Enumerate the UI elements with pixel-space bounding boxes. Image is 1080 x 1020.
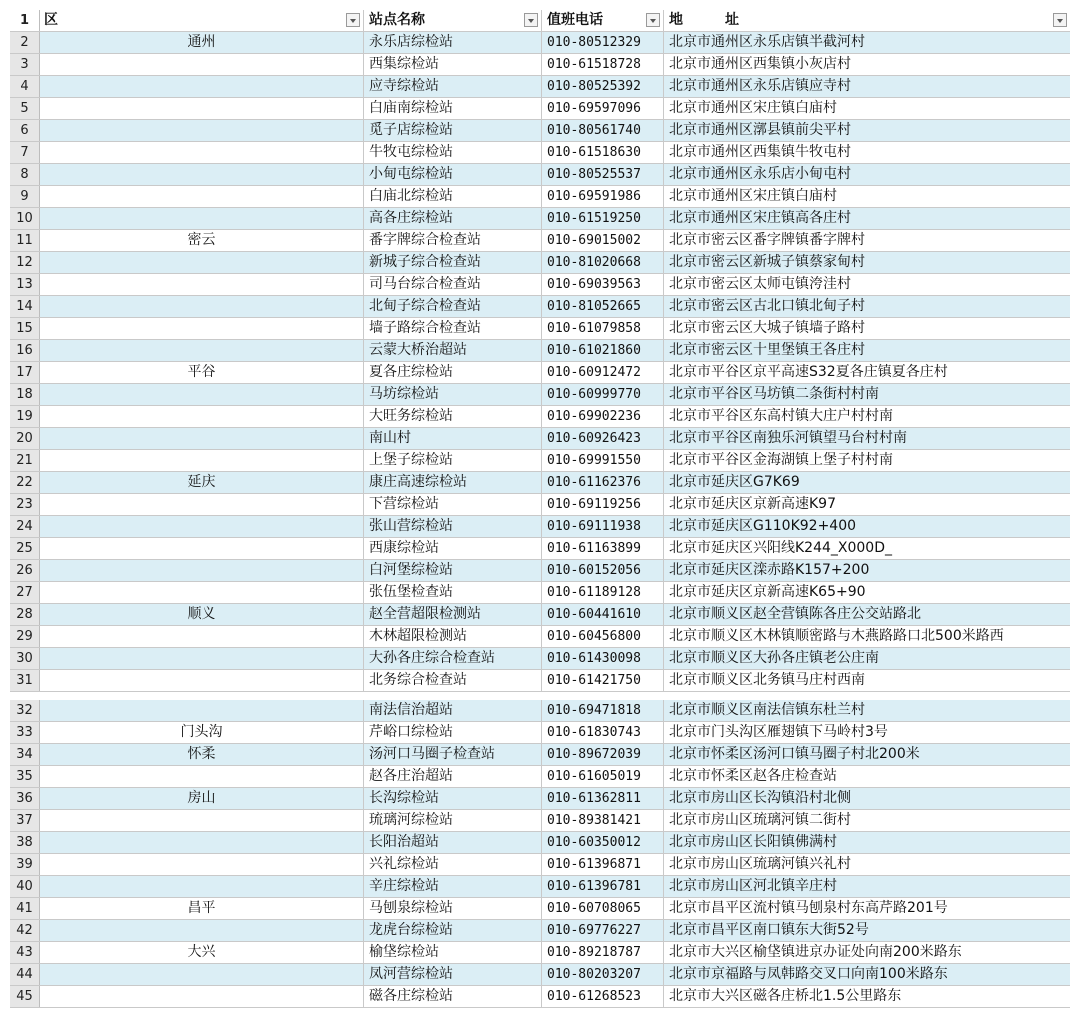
cell-address[interactable]: 北京市房山区琉璃河镇兴礼村 (669, 856, 851, 872)
cell-address[interactable]: 北京市延庆区滦赤路K157+200 (664, 560, 1070, 581)
row-number[interactable]: 40 (10, 876, 40, 897)
header-station-label: 站点名称 (369, 12, 425, 28)
cell-station[interactable]: 觅子店综检站 (364, 120, 542, 141)
cell-address[interactable]: 北京市房山区琉璃河镇二街村 (669, 812, 851, 828)
cell-district[interactable] (40, 186, 364, 207)
table-row (10, 516, 1070, 538)
cell-address[interactable]: 北京市通州区永乐店镇半截河村 (664, 32, 1070, 53)
cell-phone[interactable]: 010-60350012 (542, 832, 664, 853)
row-number[interactable]: 28 (10, 604, 40, 625)
row-number[interactable]: 30 (10, 648, 40, 669)
row-number[interactable]: 36 (10, 788, 40, 809)
cell-address[interactable]: 北京市昌平区流村镇马刨泉村东高芹路201号 (669, 900, 948, 916)
cell-station[interactable]: 番字牌综合检查站 (364, 230, 542, 251)
cell-district[interactable]: 昌平 (40, 898, 364, 919)
row-number[interactable]: 19 (10, 406, 40, 427)
table-row (10, 450, 1070, 472)
cell-district[interactable] (40, 76, 364, 97)
cell-station[interactable]: 夏各庄综检站 (364, 362, 542, 383)
row-number[interactable]: 44 (10, 964, 40, 985)
cell-phone[interactable]: 010-61189128 (542, 582, 664, 603)
cell-phone[interactable]: 010-69597096 (542, 98, 664, 119)
cell-address[interactable]: 北京市通州区西集镇牛牧屯村 (669, 144, 851, 160)
table-row (10, 362, 1070, 384)
cell-address[interactable]: 北京市顺义区赵全营镇陈各庄公交站路北 (664, 604, 1070, 625)
cell-address[interactable]: 北京市平谷区南独乐河镇望马台村村南 (664, 428, 1070, 449)
cell-station[interactable]: 芹峪口综检站 (364, 722, 542, 743)
cell-district[interactable] (40, 120, 364, 141)
cell-address[interactable]: 北京市房山区长阳镇佛满村 (664, 832, 1070, 853)
cell-station[interactable]: 木林超限检测站 (364, 626, 542, 647)
header-address[interactable] (664, 10, 1070, 31)
row-number[interactable]: 37 (10, 810, 40, 831)
cell-district[interactable] (40, 538, 364, 559)
row-number[interactable]: 43 (10, 942, 40, 963)
cell-phone[interactable]: 010-80512329 (542, 32, 664, 53)
table-row (10, 428, 1070, 450)
cell-phone[interactable]: 010-80561740 (542, 120, 664, 141)
cell-address[interactable]: 北京市怀柔区赵各庄检查站 (669, 768, 837, 784)
cell-address[interactable]: 北京市通州区漷县镇前尖平村 (664, 120, 1070, 141)
table-row (10, 230, 1070, 252)
cell-phone[interactable]: 010-61079858 (542, 318, 664, 339)
cell-address[interactable]: 北京市通州区宋庄镇白庙村 (669, 188, 837, 204)
table-row (10, 744, 1070, 766)
cell-district[interactable] (40, 648, 364, 669)
cell-station[interactable]: 大孙各庄综合检查站 (364, 648, 542, 669)
cell-station[interactable]: 磁各庄综检站 (364, 986, 542, 1007)
cell-address[interactable]: 北京市房山区河北镇辛庄村 (664, 876, 1070, 897)
cell-address[interactable]: 北京市房山区长沟镇沿村北侧 (664, 788, 1070, 809)
cell-address[interactable]: 北京市平谷区东高村镇大庄户村村南 (669, 408, 893, 424)
table-row (10, 384, 1070, 406)
cell-phone[interactable]: 010-61421750 (542, 670, 664, 691)
cell-district[interactable] (40, 560, 364, 581)
row-number[interactable]: 3 (10, 54, 40, 75)
cell-station[interactable]: 白庙北综检站 (364, 186, 542, 207)
cell-station[interactable]: 上堡子综检站 (364, 450, 542, 471)
table-row (10, 854, 1070, 876)
cell-station[interactable]: 西集综检站 (364, 54, 542, 75)
cell-district[interactable] (40, 670, 364, 691)
cell-station[interactable]: 赵各庄治超站 (364, 766, 542, 787)
table-row (10, 920, 1070, 942)
row-number[interactable]: 35 (10, 766, 40, 787)
cell-phone[interactable]: 010-89672039 (542, 744, 664, 765)
cell-address[interactable]: 北京市顺义区木林镇顺密路与木燕路路口北500米路西 (669, 628, 1004, 644)
row-number[interactable]: 4 (10, 76, 40, 97)
row-number[interactable]: 6 (10, 120, 40, 141)
row-number[interactable]: 18 (10, 384, 40, 405)
table-row (10, 164, 1070, 186)
cell-address[interactable]: 北京市大兴区榆垡镇进京办证处向南200米路东 (669, 944, 962, 960)
cell-phone[interactable]: 010-60926423 (542, 428, 664, 449)
cell-address[interactable]: 北京市通州区宋庄镇白庙村 (669, 100, 837, 116)
cell-address[interactable]: 北京市延庆区兴阳线K244_X000D_ (669, 540, 892, 556)
table-row (10, 472, 1070, 494)
cell-district[interactable] (40, 766, 364, 787)
cell-district[interactable]: 门头沟 (40, 722, 364, 743)
cell-district[interactable] (40, 406, 364, 427)
cell-district[interactable]: 顺义 (40, 604, 364, 625)
cell-phone[interactable]: 010-61830743 (542, 722, 664, 743)
cell-phone[interactable]: 010-61162376 (542, 472, 664, 493)
cell-district[interactable] (40, 964, 364, 985)
cell-district[interactable]: 通州 (40, 32, 364, 53)
table-row (10, 296, 1070, 318)
row-number[interactable]: 8 (10, 164, 40, 185)
cell-station[interactable]: 马刨泉综检站 (364, 898, 542, 919)
cell-station[interactable]: 白河堡综检站 (364, 560, 542, 581)
cell-station[interactable]: 康庄高速综检站 (364, 472, 542, 493)
header-station[interactable] (364, 10, 542, 31)
row-number[interactable]: 32 (10, 700, 40, 721)
cell-phone[interactable]: 010-61396781 (542, 876, 664, 897)
row-number[interactable]: 24 (10, 516, 40, 537)
cell-address[interactable]: 北京市顺义区大孙各庄镇老公庄南 (664, 648, 1070, 669)
cell-address[interactable]: 北京市顺义区南法信镇东杜兰村 (664, 700, 1070, 721)
cell-phone[interactable]: 010-69471818 (542, 700, 664, 721)
cell-district[interactable] (40, 810, 364, 831)
cell-address[interactable]: 北京市顺义区北务镇马庄村西南 (669, 672, 865, 688)
cell-station[interactable]: 北甸子综合检查站 (364, 296, 542, 317)
row-number[interactable]: 17 (10, 362, 40, 383)
cell-station[interactable]: 高各庄综检站 (364, 208, 542, 229)
table-row (10, 898, 1070, 920)
row-number[interactable]: 45 (10, 986, 40, 1007)
cell-phone[interactable]: 010-61518630 (542, 142, 664, 163)
cell-district[interactable] (40, 626, 364, 647)
table-row (10, 582, 1070, 604)
cell-phone[interactable]: 010-69591986 (542, 186, 664, 207)
table-row (10, 494, 1070, 516)
cell-phone[interactable]: 010-80525537 (542, 164, 664, 185)
cell-station[interactable]: 张伍堡检查站 (364, 582, 542, 603)
table-row (10, 788, 1070, 810)
cell-phone[interactable]: 010-60708065 (542, 898, 664, 919)
row-number[interactable]: 7 (10, 142, 40, 163)
cell-station[interactable]: 马坊综检站 (364, 384, 542, 405)
cell-address[interactable]: 北京市门头沟区雁翅镇下马岭村3号 (669, 724, 888, 740)
table-row (10, 340, 1070, 362)
filter-dropdown-icon[interactable] (346, 13, 360, 27)
cell-station[interactable]: 琉璃河综检站 (364, 810, 542, 831)
header-district-label: 区 (44, 12, 58, 28)
cell-phone[interactable]: 010-60152056 (542, 560, 664, 581)
row-number[interactable]: 21 (10, 450, 40, 471)
cell-address[interactable]: 北京市大兴区磁各庄桥北1.5公里路东 (669, 988, 902, 1004)
cell-phone[interactable]: 010-69111938 (542, 516, 664, 537)
cell-address[interactable]: 北京市京福路与凤韩路交叉口向南100米路东 (664, 964, 1070, 985)
cell-station[interactable]: 龙虎台综检站 (364, 920, 542, 941)
cell-station[interactable]: 墙子路综合检查站 (364, 318, 542, 339)
row-number[interactable]: 42 (10, 920, 40, 941)
cell-address[interactable]: 北京市昌平区南口镇东大街52号 (664, 920, 1070, 941)
filter-dropdown-icon[interactable] (524, 13, 538, 27)
cell-phone[interactable]: 010-60912472 (542, 362, 664, 383)
cell-station[interactable]: 张山营综检站 (364, 516, 542, 537)
cell-phone[interactable]: 010-89218787 (542, 942, 664, 963)
header-address-label: 地 址 (669, 12, 739, 28)
row-number[interactable]: 9 (10, 186, 40, 207)
table-row (10, 766, 1070, 788)
cell-station[interactable]: 云蒙大桥治超站 (364, 340, 542, 361)
cell-address[interactable]: 北京市密云区番字牌镇番字牌村 (669, 232, 865, 248)
cell-phone[interactable]: 010-61396871 (542, 854, 664, 875)
table-row (10, 832, 1070, 854)
table-row (10, 876, 1070, 898)
row-number[interactable]: 20 (10, 428, 40, 449)
cell-station[interactable]: 北务综合检查站 (364, 670, 542, 691)
cell-station[interactable]: 白庙南综检站 (364, 98, 542, 119)
cell-district[interactable]: 房山 (40, 788, 364, 809)
cell-station[interactable]: 西康综检站 (364, 538, 542, 559)
cell-district[interactable] (40, 274, 364, 295)
cell-phone[interactable]: 010-69991550 (542, 450, 664, 471)
row-number[interactable]: 15 (10, 318, 40, 339)
cell-phone[interactable]: 010-69776227 (542, 920, 664, 941)
row-number[interactable]: 22 (10, 472, 40, 493)
cell-district[interactable]: 密云 (40, 230, 364, 251)
cell-station[interactable]: 南山村 (364, 428, 542, 449)
header-phone-label: 值班电话 (547, 12, 603, 28)
row-number[interactable]: 26 (10, 560, 40, 581)
row-number[interactable]: 38 (10, 832, 40, 853)
cell-station[interactable]: 榆垡综检站 (364, 942, 542, 963)
table-row (10, 318, 1070, 340)
cell-district[interactable] (40, 384, 364, 405)
cell-district[interactable] (40, 986, 364, 1007)
table-row (10, 98, 1070, 120)
cell-address[interactable]: 北京市平谷区金海湖镇上堡子村村南 (669, 452, 893, 468)
cell-station[interactable]: 凤河营综检站 (364, 964, 542, 985)
table-row (10, 186, 1070, 208)
cell-phone[interactable]: 010-60456800 (542, 626, 664, 647)
table-row (10, 274, 1070, 296)
cell-district[interactable] (40, 494, 364, 515)
cell-address[interactable]: 北京市密云区大城子镇墙子路村 (669, 320, 865, 336)
cell-address[interactable]: 北京市平谷区马坊镇二条街村村南 (664, 384, 1070, 405)
header-phone[interactable] (542, 10, 664, 31)
table-row (10, 32, 1070, 54)
cell-phone[interactable]: 010-69039563 (542, 274, 664, 295)
cell-station[interactable]: 辛庄综检站 (364, 876, 542, 897)
row-number[interactable]: 12 (10, 252, 40, 273)
cell-district[interactable] (40, 142, 364, 163)
header-district[interactable] (40, 10, 364, 31)
cell-district[interactable] (40, 340, 364, 361)
cell-district[interactable] (40, 208, 364, 229)
cell-phone[interactable]: 010-61605019 (542, 766, 664, 787)
cell-phone[interactable]: 010-60441610 (542, 604, 664, 625)
row-number[interactable]: 41 (10, 898, 40, 919)
row-number[interactable]: 5 (10, 98, 40, 119)
table-row (10, 560, 1070, 582)
cell-district[interactable]: 怀柔 (40, 744, 364, 765)
table-row (10, 252, 1070, 274)
cell-address[interactable]: 北京市密云区太师屯镇洿洼村 (669, 276, 851, 292)
cell-district[interactable] (40, 54, 364, 75)
cell-district[interactable] (40, 832, 364, 853)
cell-station[interactable]: 兴礼综检站 (364, 854, 542, 875)
row-number[interactable]: 1 (10, 10, 40, 31)
cell-station[interactable]: 赵全营超限检测站 (364, 604, 542, 625)
cell-phone[interactable]: 010-81020668 (542, 252, 664, 273)
cell-station[interactable]: 牛牧屯综检站 (364, 142, 542, 163)
table-row (10, 538, 1070, 560)
spreadsheet (10, 10, 1070, 1008)
cell-station[interactable]: 长沟综检站 (364, 788, 542, 809)
cell-district[interactable] (40, 516, 364, 537)
cell-district[interactable]: 平谷 (40, 362, 364, 383)
cell-district[interactable]: 延庆 (40, 472, 364, 493)
cell-district[interactable] (40, 920, 364, 941)
cell-phone[interactable]: 010-89381421 (542, 810, 664, 831)
cell-address[interactable]: 北京市延庆区京新高速K97 (669, 496, 836, 512)
row-number[interactable]: 31 (10, 670, 40, 691)
cell-station[interactable]: 长阳治超站 (364, 832, 542, 853)
cell-station[interactable]: 应寺综检站 (364, 76, 542, 97)
cell-phone[interactable]: 010-69015002 (542, 230, 664, 251)
cell-address[interactable]: 北京市通州区永乐店小甸屯村 (664, 164, 1070, 185)
cell-phone[interactable]: 010-80525392 (542, 76, 664, 97)
cell-phone[interactable]: 010-61021860 (542, 340, 664, 361)
table-row (10, 208, 1070, 230)
table-body (10, 32, 1070, 1008)
table-row (10, 54, 1070, 76)
row-number[interactable]: 29 (10, 626, 40, 647)
cell-address[interactable]: 北京市怀柔区汤河口镇马圈子村北200米 (664, 744, 1070, 765)
table-row (10, 142, 1070, 164)
cell-phone[interactable]: 010-81052665 (542, 296, 664, 317)
cell-station[interactable]: 永乐店综检站 (364, 32, 542, 53)
table-row (10, 700, 1070, 722)
row-number[interactable]: 33 (10, 722, 40, 743)
row-number[interactable]: 27 (10, 582, 40, 603)
cell-station[interactable]: 大旺务综检站 (364, 406, 542, 427)
row-number[interactable]: 23 (10, 494, 40, 515)
cell-district[interactable] (40, 98, 364, 119)
cell-district[interactable] (40, 876, 364, 897)
cell-district[interactable] (40, 296, 364, 317)
cell-district[interactable] (40, 252, 364, 273)
cell-district[interactable] (40, 318, 364, 339)
cell-address[interactable]: 北京市密云区新城子镇蔡家甸村 (664, 252, 1070, 273)
cell-address[interactable]: 北京市延庆区京新高速K65+90 (669, 584, 866, 600)
table-row (10, 406, 1070, 428)
cell-station[interactable]: 汤河口马圈子检查站 (364, 744, 542, 765)
cell-address[interactable]: 北京市平谷区京平高速S32夏各庄镇夏各庄村 (669, 364, 948, 380)
cell-address[interactable]: 北京市密云区古北口镇北甸子村 (664, 296, 1070, 317)
row-number[interactable]: 13 (10, 274, 40, 295)
cell-phone[interactable]: 010-69119256 (542, 494, 664, 515)
table-row (10, 964, 1070, 986)
cell-phone[interactable]: 010-60999770 (542, 384, 664, 405)
cell-address[interactable]: 北京市通州区永乐店镇应寺村 (664, 76, 1070, 97)
row-number[interactable]: 14 (10, 296, 40, 317)
cell-district[interactable] (40, 854, 364, 875)
cell-station[interactable]: 南法信治超站 (364, 700, 542, 721)
table-row (10, 670, 1070, 692)
cell-phone[interactable]: 010-61430098 (542, 648, 664, 669)
cell-district[interactable] (40, 700, 364, 721)
cell-phone[interactable]: 010-61268523 (542, 986, 664, 1007)
cell-district[interactable] (40, 450, 364, 471)
cell-station[interactable]: 小甸屯综检站 (364, 164, 542, 185)
cell-district[interactable] (40, 428, 364, 449)
filter-dropdown-icon[interactable] (1053, 13, 1067, 27)
cell-phone[interactable]: 010-61518728 (542, 54, 664, 75)
row-number[interactable]: 16 (10, 340, 40, 361)
table-row (10, 942, 1070, 964)
cell-address[interactable]: 北京市延庆区G110K92+400 (664, 516, 1070, 537)
row-number[interactable]: 34 (10, 744, 40, 765)
row-number[interactable]: 2 (10, 32, 40, 53)
table-row (10, 722, 1070, 744)
row-number[interactable]: 11 (10, 230, 40, 251)
filter-dropdown-icon[interactable] (646, 13, 660, 27)
cell-phone[interactable]: 010-61362811 (542, 788, 664, 809)
cell-station[interactable]: 下营综检站 (364, 494, 542, 515)
cell-district[interactable] (40, 164, 364, 185)
cell-phone[interactable]: 010-61519250 (542, 208, 664, 229)
row-number[interactable]: 10 (10, 208, 40, 229)
table-row (10, 120, 1070, 142)
table-row (10, 648, 1070, 670)
cell-address[interactable]: 北京市通州区西集镇小灰店村 (669, 56, 851, 72)
cell-address[interactable]: 北京市延庆区G7K69 (664, 472, 1070, 493)
table-row (10, 604, 1070, 626)
table-row (10, 986, 1070, 1008)
table-row (10, 810, 1070, 832)
header-row (10, 10, 1070, 32)
row-number[interactable]: 39 (10, 854, 40, 875)
cell-district[interactable] (40, 582, 364, 603)
cell-address[interactable]: 北京市通州区宋庄镇高各庄村 (664, 208, 1070, 229)
cell-district[interactable]: 大兴 (40, 942, 364, 963)
cell-phone[interactable]: 010-80203207 (542, 964, 664, 985)
cell-station[interactable]: 司马台综合检查站 (364, 274, 542, 295)
row-number[interactable]: 25 (10, 538, 40, 559)
cell-phone[interactable]: 010-69902236 (542, 406, 664, 427)
cell-phone[interactable]: 010-61163899 (542, 538, 664, 559)
cell-address[interactable]: 北京市密云区十里堡镇王各庄村 (664, 340, 1070, 361)
cell-station[interactable]: 新城子综合检查站 (364, 252, 542, 273)
table-row (10, 76, 1070, 98)
table-row (10, 626, 1070, 648)
